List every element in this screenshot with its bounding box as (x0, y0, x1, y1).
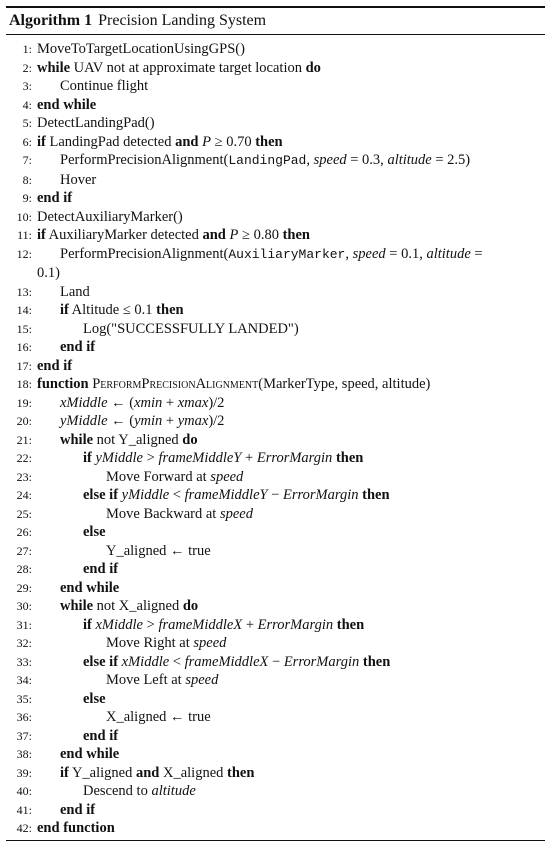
keyword: then (282, 227, 310, 243)
algorithm-line (6, 505, 545, 524)
code-token: − (267, 487, 284, 503)
code-token: (MarkerType, speed, altitude) (258, 376, 431, 392)
code-token: ErrorMargin (283, 653, 360, 670)
line-text (6, 708, 545, 727)
code-token: xmax (177, 394, 209, 411)
line-text (6, 653, 545, 672)
code-token: Hover (60, 171, 97, 188)
line-text (6, 208, 545, 227)
algorithm-line (6, 745, 545, 764)
line-text (6, 189, 545, 208)
code-token: frameMiddleX (158, 616, 243, 633)
line-text (6, 59, 545, 78)
keyword: if (60, 764, 69, 781)
code-token: , (345, 245, 353, 262)
code-token: speed (313, 152, 347, 168)
line-text (6, 301, 545, 320)
keyword: while (37, 59, 71, 76)
keyword: else (83, 690, 106, 707)
algorithm-line (6, 96, 545, 115)
line-number: 37: (16, 728, 32, 743)
code-token: = (470, 245, 483, 262)
algorithm-line (6, 542, 545, 561)
line-text (6, 634, 545, 653)
code-token: frameMiddleY (184, 487, 268, 503)
line-number: 15: (16, 321, 32, 336)
line-number: 4: (22, 97, 32, 112)
line-text (6, 745, 545, 764)
line-text (6, 560, 545, 579)
code-token: P (202, 133, 211, 150)
code-token: xmin (134, 394, 163, 411)
line-text (6, 597, 545, 616)
line-text (6, 375, 545, 394)
keyword: then (362, 487, 390, 503)
code-token: Move Backward at (106, 505, 220, 522)
line-number: 12: (16, 246, 32, 261)
line-text (6, 727, 545, 746)
line-text (6, 579, 545, 598)
line-text: 0.1) (37, 265, 60, 281)
algorithm-line-continuation (6, 264, 545, 283)
line-text (6, 151, 545, 171)
keyword: while (60, 431, 94, 448)
keyword: then (156, 302, 184, 318)
line-text (6, 96, 545, 115)
line-number: 23: (16, 469, 32, 484)
code-token: ErrorMargin (256, 450, 333, 466)
line-text (6, 764, 545, 783)
line-number: 10: (16, 209, 32, 224)
algorithm-line (6, 449, 545, 468)
algorithm-line (6, 708, 545, 727)
line-number: 20: (16, 414, 32, 428)
code-token: ymax (177, 413, 209, 429)
algorithm-line (6, 114, 545, 133)
keyword: end function (37, 820, 115, 836)
line-text (6, 819, 545, 838)
line-text (6, 357, 545, 376)
algorithm-line (6, 764, 545, 783)
line-number: 24: (16, 488, 32, 502)
line-number: 6: (22, 134, 32, 149)
line-number: 19: (16, 395, 32, 410)
line-number: 27: (16, 543, 32, 558)
code-token: + (162, 394, 178, 411)
algorithm-line (6, 671, 545, 690)
line-number: 7: (22, 153, 32, 167)
keyword: end if (60, 801, 96, 818)
code-token: speed (352, 245, 386, 262)
code-token: UAV not at approximate target location (70, 59, 306, 76)
keyword: end if (83, 561, 119, 577)
code-token: speed (185, 672, 219, 688)
keyword: do (182, 598, 199, 614)
code-token: = 2.5) (431, 152, 471, 168)
line-number: 38: (16, 747, 32, 761)
line-text (6, 616, 545, 635)
code-token: + (241, 450, 257, 466)
line-text (6, 671, 545, 690)
code-token: AuxiliaryMarker (228, 246, 346, 262)
code-token: altitude (151, 783, 196, 799)
line-text (6, 449, 545, 468)
algorithm-line (6, 597, 545, 616)
algorithm-line (6, 226, 545, 245)
algorithm-label: Algorithm 1 (9, 12, 93, 29)
code-token: yMiddle (95, 450, 143, 466)
keyword: if (83, 450, 92, 466)
line-number: 36: (16, 710, 32, 724)
code-token: , (306, 152, 314, 168)
algorithm-line (6, 301, 545, 320)
line-number: 21: (16, 432, 32, 447)
code-token: xMiddle (121, 653, 170, 670)
line-number: 41: (16, 802, 32, 817)
algorithm-line (6, 59, 545, 78)
line-number: 18: (16, 377, 32, 391)
line-text (6, 486, 545, 505)
code-token: not X_aligned (93, 598, 183, 614)
code-token: ← ( (107, 413, 135, 429)
algorithm-header (6, 8, 545, 35)
code-token: ≥ 0.80 (238, 227, 283, 243)
line-number: 32: (16, 636, 32, 650)
line-text (6, 77, 545, 96)
code-token: ≥ 0.70 (210, 133, 256, 150)
code-token: xMiddle (60, 394, 108, 411)
line-text (6, 542, 545, 561)
code-token: AuxiliaryMarker detected (45, 227, 203, 243)
line-text (6, 690, 545, 709)
keyword: else (83, 524, 106, 540)
line-text (6, 431, 545, 450)
keyword: then (255, 133, 283, 150)
line-number: 40: (16, 784, 32, 798)
algorithm-line (6, 208, 545, 227)
code-token: = 0.1, (385, 245, 427, 262)
line-text (6, 338, 545, 357)
line-number: 14: (16, 303, 32, 317)
line-number: 8: (22, 172, 32, 187)
algorithm-line (6, 486, 545, 505)
algorithm-line (6, 245, 545, 265)
line-number: 30: (16, 599, 32, 613)
code-token: Move Left at (106, 672, 186, 688)
algorithm-line (6, 394, 545, 413)
code-token: yMiddle (121, 487, 170, 503)
keyword: end if (37, 190, 73, 206)
algorithm-line (6, 320, 545, 339)
line-number: 17: (16, 358, 32, 373)
line-text (6, 245, 545, 265)
code-token: frameMiddleX (184, 653, 269, 670)
line-number: 3: (22, 79, 32, 93)
code-token: > (143, 616, 159, 633)
code-token: altitude (387, 152, 432, 168)
keyword: end while (60, 746, 120, 762)
algorithm-line (6, 782, 545, 801)
line-number: 25: (16, 506, 32, 521)
line-number: 1: (22, 42, 32, 56)
algorithm-line (6, 357, 545, 376)
line-number: 2: (22, 60, 32, 75)
code-token: ← ( (107, 394, 135, 411)
line-text (6, 320, 545, 339)
code-token: Land (60, 283, 90, 300)
algorithm-line (6, 616, 545, 635)
algorithm-line (6, 40, 545, 59)
algorithm-line (6, 690, 545, 709)
line-text (6, 394, 545, 413)
code-token: altitude (426, 245, 471, 262)
algorithm-line (6, 338, 545, 357)
code-token: < (169, 487, 185, 503)
algorithm-line (6, 151, 545, 171)
line-number: 5: (22, 116, 32, 130)
algorithm-line (6, 412, 545, 431)
algorithm-line (6, 560, 545, 579)
algorithm-line (6, 133, 545, 152)
code-token: Y_aligned ← true (106, 542, 211, 559)
line-number: 35: (16, 691, 32, 706)
line-text (6, 171, 545, 190)
line-text (6, 782, 545, 801)
line-number: 9: (22, 191, 32, 205)
keyword: if (37, 227, 46, 243)
code-token: LandingPad detected (45, 133, 176, 150)
line-number: 42: (16, 821, 32, 835)
code-token: PerformPrecisionAlignment (92, 376, 259, 392)
line-number: 11: (17, 228, 32, 242)
algorithm-block (6, 6, 545, 841)
line-text (6, 114, 545, 133)
keyword: while (60, 598, 94, 614)
line-number: 26: (16, 525, 32, 539)
code-token: speed (219, 505, 253, 522)
keyword: end while (60, 579, 120, 596)
keyword: do (305, 59, 321, 76)
line-number: 33: (16, 654, 32, 669)
code-token: > (143, 450, 159, 466)
code-token: speed (210, 468, 244, 485)
line-text (6, 801, 545, 820)
code-token: xMiddle (95, 616, 143, 633)
code-token: not Y_aligned (93, 431, 183, 448)
algorithm-line (6, 375, 545, 394)
keyword: and (202, 227, 226, 243)
code-token: = 0.3, (346, 152, 388, 168)
algorithm-line (6, 653, 545, 672)
algorithm-line (6, 77, 545, 96)
line-text (6, 523, 545, 542)
code-token: yMiddle (60, 413, 108, 429)
algorithm-title: Precision Landing System (98, 12, 267, 29)
code-token: DetectLandingPad() (37, 115, 155, 131)
line-text (6, 505, 545, 524)
code-token: + (242, 616, 258, 633)
code-token: ymin (134, 413, 163, 429)
keyword: and (175, 133, 199, 150)
algorithm-line (6, 283, 545, 302)
algorithm-line (6, 579, 545, 598)
keyword: if (37, 133, 46, 150)
algorithm-line (6, 727, 545, 746)
keyword: if (60, 302, 69, 318)
code-token: Log("SUCCESSFULLY LANDED") (83, 320, 299, 337)
line-number: 22: (16, 451, 32, 465)
keyword: then (227, 764, 255, 781)
line-number: 34: (16, 673, 32, 687)
line-text (6, 226, 545, 245)
code-token: P (229, 227, 239, 243)
keyword: end if (60, 339, 96, 355)
code-token: Y_aligned (68, 764, 136, 781)
line-text (6, 40, 545, 59)
code-token: ErrorMargin (283, 487, 359, 503)
code-token: < (169, 653, 185, 670)
code-token: frameMiddleY (158, 450, 242, 466)
line-number: 13: (16, 284, 32, 299)
algorithm-line (6, 801, 545, 820)
line-text (6, 133, 545, 152)
line-number: 16: (16, 340, 32, 354)
code-token: )/2 (208, 413, 225, 429)
code-token: )/2 (208, 394, 225, 411)
keyword: do (182, 431, 198, 448)
code-token: Move Right at (106, 635, 194, 651)
code-token: PerformPrecisionAlignment( (60, 152, 229, 168)
algorithm-line (6, 819, 545, 838)
algorithm-line (6, 189, 545, 208)
code-token: ErrorMargin (257, 616, 334, 633)
keyword: else if (83, 653, 119, 670)
line-number: 39: (16, 765, 32, 780)
code-token: Descend to (83, 783, 152, 799)
code-token: Continue flight (60, 78, 149, 94)
keyword: then (336, 616, 365, 633)
algorithm-line (6, 634, 545, 653)
code-token: speed (193, 635, 227, 651)
code-token: LandingPad (228, 153, 307, 168)
code-token: Move Forward at (106, 468, 211, 485)
code-token: DetectAuxiliaryMarker() (37, 208, 183, 225)
keyword: function (37, 376, 89, 392)
line-number: 31: (16, 617, 32, 632)
line-text (6, 468, 545, 487)
algorithm-line (6, 171, 545, 190)
code-token: − (268, 653, 284, 670)
algorithm-lines (6, 35, 545, 840)
line-number: 28: (16, 562, 32, 576)
keyword: else if (83, 487, 119, 503)
code-token: MoveToTargetLocationUsingGPS() (37, 41, 245, 57)
code-token: PerformPrecisionAlignment( (60, 245, 229, 262)
keyword: and (135, 764, 160, 781)
keyword: then (335, 450, 364, 466)
keyword: if (83, 616, 92, 633)
algorithm-line (6, 468, 545, 487)
code-token: X_aligned (159, 764, 228, 781)
keyword: end if (37, 357, 73, 374)
algorithm-line (6, 431, 545, 450)
line-text (6, 283, 545, 302)
keyword: end while (37, 96, 97, 113)
code-token: Altitude ≤ 0.1 (68, 302, 157, 318)
code-token: X_aligned ← true (106, 709, 211, 725)
code-token: + (162, 413, 178, 429)
algorithm-line (6, 523, 545, 542)
keyword: then (362, 653, 391, 670)
keyword: end if (83, 727, 119, 744)
line-text (6, 412, 545, 431)
line-number: 29: (16, 580, 32, 595)
